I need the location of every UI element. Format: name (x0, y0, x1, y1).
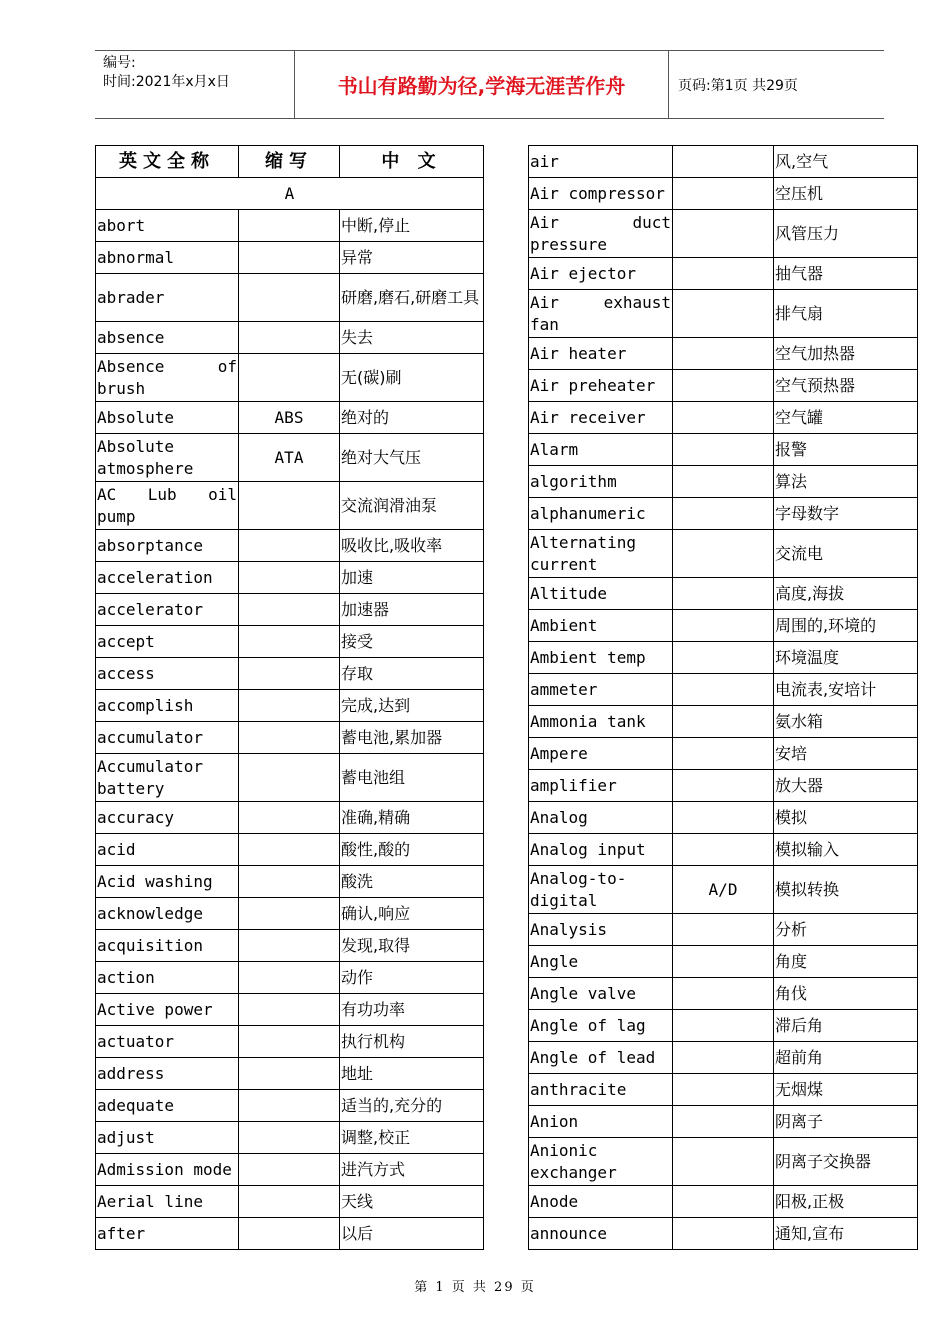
term-abbr (673, 578, 774, 610)
table-row (96, 962, 484, 994)
term-abbr (239, 1154, 340, 1186)
term-english: Air ejector (529, 258, 673, 290)
term-chinese: 交流电 (774, 530, 918, 578)
table-row (96, 562, 484, 594)
term-chinese: 空压机 (774, 178, 918, 210)
term-chinese: 进汽方式 (340, 1154, 484, 1186)
term-abbr (239, 802, 340, 834)
term-abbr (239, 1122, 340, 1154)
term-chinese: 模拟转换 (774, 866, 918, 914)
term-abbr (673, 1138, 774, 1186)
term-english: Air receiver (529, 402, 673, 434)
term-english: Air exhaust fan (529, 290, 673, 338)
term-english: Analog (529, 802, 673, 834)
term-abbr (239, 1026, 340, 1058)
table-row (529, 434, 918, 466)
term-english: Ambient temp (529, 642, 673, 674)
term-chinese: 风管压力 (774, 210, 918, 258)
term-chinese: 抽气器 (774, 258, 918, 290)
term-abbr (239, 866, 340, 898)
term-chinese: 准确,精确 (340, 802, 484, 834)
term-chinese: 分析 (774, 914, 918, 946)
term-chinese: 角度 (774, 946, 918, 978)
term-chinese: 通知,宣布 (774, 1218, 918, 1250)
term-english: actuator (96, 1026, 239, 1058)
term-abbr (673, 434, 774, 466)
term-abbr (239, 1058, 340, 1090)
term-abbr (673, 498, 774, 530)
term-english: algorithm (529, 466, 673, 498)
term-chinese: 模拟 (774, 802, 918, 834)
table-row (529, 370, 918, 402)
table-row (96, 1026, 484, 1058)
term-english: Anion (529, 1106, 673, 1138)
term-english: adequate (96, 1090, 239, 1122)
column-header-chinese: 中 文 (340, 146, 484, 178)
term-chinese: 阴离子交换器 (774, 1138, 918, 1186)
term-abbr (239, 754, 340, 802)
term-abbr (239, 626, 340, 658)
term-english: air (529, 146, 673, 178)
term-chinese: 绝对的 (340, 402, 484, 434)
table-row (529, 258, 918, 290)
term-english: accumulator (96, 722, 239, 754)
term-english: Analog-to-digital (529, 866, 673, 914)
table-row (96, 866, 484, 898)
term-abbr (239, 562, 340, 594)
term-abbr (673, 1218, 774, 1250)
table-row (529, 338, 918, 370)
term-abbr (239, 530, 340, 562)
term-english: abort (96, 210, 239, 242)
table-row (96, 1154, 484, 1186)
term-abbr (239, 962, 340, 994)
term-chinese: 周围的,环境的 (774, 610, 918, 642)
term-english: Air compressor (529, 178, 673, 210)
number-label: 编号: (103, 55, 136, 71)
table-row (96, 1218, 484, 1250)
glossary-table-left (95, 145, 484, 1250)
table-row (529, 914, 918, 946)
term-abbr (673, 178, 774, 210)
term-english: accept (96, 626, 239, 658)
term-abbr (239, 322, 340, 354)
term-chinese: 空气预热器 (774, 370, 918, 402)
term-chinese: 超前角 (774, 1042, 918, 1074)
term-chinese: 适当的,充分的 (340, 1090, 484, 1122)
term-abbr (673, 1010, 774, 1042)
term-english: abnormal (96, 242, 239, 274)
term-abbr (673, 1074, 774, 1106)
column-header-english: 英文全称 (96, 146, 239, 178)
header-page-info: 页码:第1页 共29页 (678, 77, 798, 94)
table-row (529, 210, 918, 258)
term-abbr (673, 738, 774, 770)
table-row (96, 1186, 484, 1218)
term-abbr (239, 930, 340, 962)
term-abbr (673, 370, 774, 402)
table-row (96, 242, 484, 274)
term-chinese: 滞后角 (774, 1010, 918, 1042)
term-chinese: 异常 (340, 242, 484, 274)
term-abbr (673, 770, 774, 802)
term-english: ammeter (529, 674, 673, 706)
table-row (96, 274, 484, 322)
term-chinese: 阴离子 (774, 1106, 918, 1138)
term-abbr (239, 722, 340, 754)
term-chinese: 角伐 (774, 978, 918, 1010)
table-row (529, 802, 918, 834)
term-english: address (96, 1058, 239, 1090)
term-english: Angle (529, 946, 673, 978)
term-english: announce (529, 1218, 673, 1250)
term-abbr (239, 594, 340, 626)
table-row (529, 146, 918, 178)
term-chinese: 失去 (340, 322, 484, 354)
term-abbr (239, 210, 340, 242)
header-motto: 书山有路勤为径,学海无涯苦作舟 (337, 74, 626, 98)
term-chinese: 蓄电池组 (340, 754, 484, 802)
term-english: accomplish (96, 690, 239, 722)
term-abbr (673, 610, 774, 642)
term-english: alphanumeric (529, 498, 673, 530)
term-abbr: A/D (673, 866, 774, 914)
table-row (529, 1186, 918, 1218)
table-row (96, 722, 484, 754)
term-english: Angle valve (529, 978, 673, 1010)
term-english: Angle of lag (529, 1010, 673, 1042)
page-header (95, 50, 884, 119)
term-chinese: 加速器 (340, 594, 484, 626)
header-divider (668, 51, 669, 118)
term-english: Ammonia tank (529, 706, 673, 738)
term-english: adjust (96, 1122, 239, 1154)
term-english: Anionic exchanger (529, 1138, 673, 1186)
term-chinese: 报警 (774, 434, 918, 466)
term-abbr (673, 914, 774, 946)
table-row (96, 1058, 484, 1090)
table-row (529, 978, 918, 1010)
term-english: Air duct pressure (529, 210, 673, 258)
term-chinese: 吸收比,吸收率 (340, 530, 484, 562)
term-abbr (239, 898, 340, 930)
term-abbr (239, 274, 340, 322)
table-row (529, 402, 918, 434)
term-abbr (673, 466, 774, 498)
table-row (96, 210, 484, 242)
table-row (96, 482, 484, 530)
term-abbr (239, 834, 340, 866)
term-english: Analog input (529, 834, 673, 866)
term-chinese: 存取 (340, 658, 484, 690)
glossary-table-right (528, 145, 918, 1250)
term-abbr (239, 242, 340, 274)
term-abbr (239, 658, 340, 690)
table-row (96, 322, 484, 354)
term-chinese: 字母数字 (774, 498, 918, 530)
term-english: Absolute atmosphere (96, 434, 239, 482)
term-abbr (673, 1186, 774, 1218)
term-chinese: 无烟煤 (774, 1074, 918, 1106)
table-header-row (96, 146, 484, 178)
term-chinese: 调整,校正 (340, 1122, 484, 1154)
table-row (529, 610, 918, 642)
term-english: action (96, 962, 239, 994)
term-chinese: 氨水箱 (774, 706, 918, 738)
term-english: Alternating current (529, 530, 673, 578)
term-chinese: 天线 (340, 1186, 484, 1218)
term-english: Absolute (96, 402, 239, 434)
table-row (529, 1218, 918, 1250)
term-abbr (673, 1106, 774, 1138)
term-abbr: ABS (239, 402, 340, 434)
table-row (96, 994, 484, 1026)
term-chinese: 发现,取得 (340, 930, 484, 962)
table-row (529, 530, 918, 578)
term-english: Ampere (529, 738, 673, 770)
page-footer: 第 1 页 共 29 页 (414, 1280, 536, 1295)
term-abbr (673, 258, 774, 290)
term-chinese: 酸洗 (340, 866, 484, 898)
term-english: Aerial line (96, 1186, 239, 1218)
term-english: acceleration (96, 562, 239, 594)
term-abbr (673, 946, 774, 978)
term-english: Admission mode (96, 1154, 239, 1186)
term-chinese: 算法 (774, 466, 918, 498)
term-english: Alarm (529, 434, 673, 466)
term-abbr (673, 642, 774, 674)
table-row (96, 354, 484, 402)
table-row (96, 402, 484, 434)
term-chinese: 空气罐 (774, 402, 918, 434)
term-chinese: 以后 (340, 1218, 484, 1250)
term-chinese: 交流润滑油泵 (340, 482, 484, 530)
term-chinese: 安培 (774, 738, 918, 770)
term-chinese: 有功功率 (340, 994, 484, 1026)
term-abbr (673, 402, 774, 434)
table-row (96, 626, 484, 658)
term-abbr (673, 706, 774, 738)
time-label: 时间:2021年x月x日 (103, 74, 230, 90)
term-english: acid (96, 834, 239, 866)
column-header-abbr: 缩写 (239, 146, 340, 178)
table-row (529, 1010, 918, 1042)
table-row (96, 594, 484, 626)
term-chinese: 确认,响应 (340, 898, 484, 930)
table-row (96, 1090, 484, 1122)
table-row (96, 1122, 484, 1154)
table-row (529, 706, 918, 738)
term-chinese: 中断,停止 (340, 210, 484, 242)
term-abbr (239, 994, 340, 1026)
table-row (529, 1042, 918, 1074)
term-english: Analysis (529, 914, 673, 946)
term-english: Active power (96, 994, 239, 1026)
table-row (529, 1074, 918, 1106)
table-row (96, 690, 484, 722)
term-chinese: 空气加热器 (774, 338, 918, 370)
term-abbr: ATA (239, 434, 340, 482)
term-chinese: 放大器 (774, 770, 918, 802)
table-row (96, 754, 484, 802)
term-english: acquisition (96, 930, 239, 962)
table-row (529, 770, 918, 802)
term-chinese: 风,空气 (774, 146, 918, 178)
term-english: accelerator (96, 594, 239, 626)
term-chinese: 接受 (340, 626, 484, 658)
term-abbr (673, 146, 774, 178)
term-abbr (673, 290, 774, 338)
term-abbr (673, 674, 774, 706)
table-row (529, 466, 918, 498)
term-chinese: 完成,达到 (340, 690, 484, 722)
term-abbr (239, 354, 340, 402)
term-chinese: 地址 (340, 1058, 484, 1090)
table-row (96, 530, 484, 562)
term-chinese: 环境温度 (774, 642, 918, 674)
term-english: abrader (96, 274, 239, 322)
term-abbr (673, 1042, 774, 1074)
term-english: amplifier (529, 770, 673, 802)
term-abbr (239, 482, 340, 530)
term-chinese: 电流表,安培计 (774, 674, 918, 706)
term-chinese: 动作 (340, 962, 484, 994)
term-english: acknowledge (96, 898, 239, 930)
term-english: Absence of brush (96, 354, 239, 402)
table-row (96, 658, 484, 690)
term-abbr (673, 530, 774, 578)
table-row (529, 674, 918, 706)
section-row (96, 178, 484, 210)
term-chinese: 模拟输入 (774, 834, 918, 866)
term-english: accuracy (96, 802, 239, 834)
table-row (96, 434, 484, 482)
term-chinese: 无(碳)刷 (340, 354, 484, 402)
term-chinese: 蓄电池,累加器 (340, 722, 484, 754)
term-chinese: 加速 (340, 562, 484, 594)
term-english: absence (96, 322, 239, 354)
term-english: AC Lub oil pump (96, 482, 239, 530)
term-english: anthracite (529, 1074, 673, 1106)
term-english: Accumulator battery (96, 754, 239, 802)
table-row (529, 946, 918, 978)
table-row (96, 898, 484, 930)
term-english: Air heater (529, 338, 673, 370)
section-letter: A (96, 178, 484, 210)
table-row (529, 866, 918, 914)
table-row (529, 498, 918, 530)
table-row (529, 834, 918, 866)
term-abbr (239, 1218, 340, 1250)
table-row (529, 578, 918, 610)
term-chinese: 排气扇 (774, 290, 918, 338)
term-abbr (673, 834, 774, 866)
term-chinese: 研磨,磨石,研磨工具 (340, 274, 484, 322)
term-english: Angle of lead (529, 1042, 673, 1074)
term-abbr (673, 210, 774, 258)
table-row (96, 930, 484, 962)
term-english: Ambient (529, 610, 673, 642)
table-row (529, 642, 918, 674)
table-row (529, 1138, 918, 1186)
term-chinese: 高度,海拔 (774, 578, 918, 610)
table-row (529, 290, 918, 338)
term-abbr (673, 338, 774, 370)
term-english: Acid washing (96, 866, 239, 898)
term-english: absorptance (96, 530, 239, 562)
term-chinese: 酸性,酸的 (340, 834, 484, 866)
header-meta (103, 54, 230, 92)
term-abbr (239, 690, 340, 722)
table-row (529, 738, 918, 770)
table-row (529, 1106, 918, 1138)
term-chinese: 执行机构 (340, 1026, 484, 1058)
term-abbr (239, 1186, 340, 1218)
term-english: access (96, 658, 239, 690)
table-row (96, 802, 484, 834)
term-english: Altitude (529, 578, 673, 610)
table-row (529, 178, 918, 210)
term-english: Air preheater (529, 370, 673, 402)
term-chinese: 绝对大气压 (340, 434, 484, 482)
table-row (96, 834, 484, 866)
term-chinese: 阳极,正极 (774, 1186, 918, 1218)
term-abbr (673, 978, 774, 1010)
term-english: after (96, 1218, 239, 1250)
term-english: Anode (529, 1186, 673, 1218)
term-abbr (239, 1090, 340, 1122)
term-abbr (673, 802, 774, 834)
